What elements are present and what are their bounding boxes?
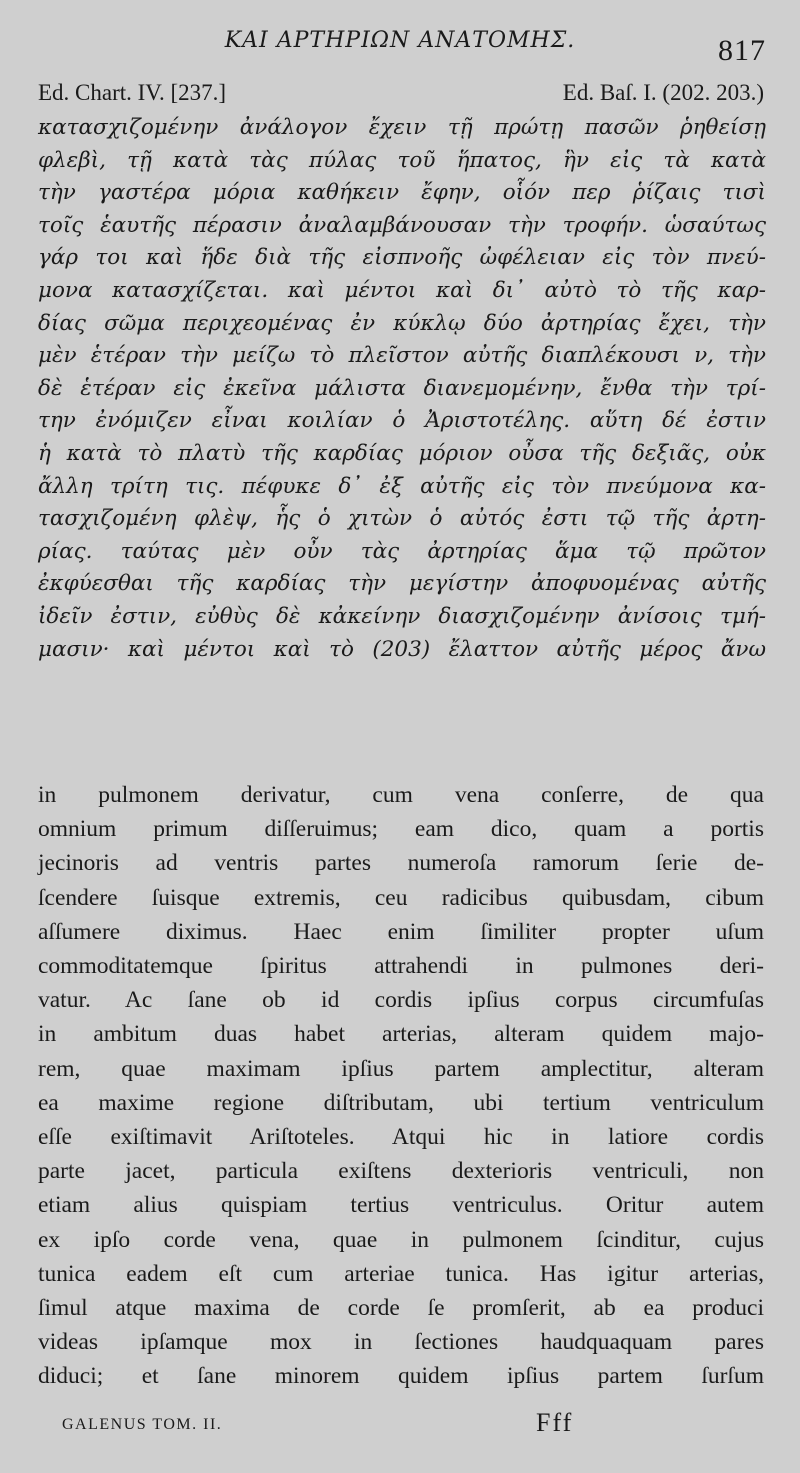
greek-text-line: μασιν· καὶ μέντοι καὶ τὸ (203) ἔλαττον αὐτῆς μέρος ἄνω [38,636,766,662]
edition-reference-right: Ed. Baſ. I. (202. 203.) [562,80,764,105]
latin-text-line: tunica eadem eſt cum arteriae tunica. Has igitur arterias, [38,1260,764,1287]
greek-text-block [38,112,766,666]
latin-text-line: eſſe exiſtimavit Ariſtoteles. Atqui hic in latiore cordis [38,1124,764,1151]
greek-text-line: ἡ κατὰ τὸ πλατὺ τῆς καρδίας μόριον οὖσα τῆς δεξιᾶς, οὐκ [38,440,766,466]
latin-text-line: ſimul atque maxima de corde ſe promſerit, ab ea produci [38,1295,764,1322]
latin-text-line: etiam alius quispiam tertius ventriculus. Oritur autem [38,1192,764,1219]
latin-text-line: jecinoris ad ventris partes numeroſa ramorum ſerie de- [38,850,764,877]
greek-text-line: δὲ ἑτέραν εἰς ἐκεῖνα μάλιστα διανεμομένην, ἔνθα τὴν τρί- [38,375,766,401]
latin-text-line: ea maxime regione diſtributam, ubi tertium ventriculum [38,1089,764,1116]
latin-text-line: vatur. Ac ſane ob id cordis ipſius corpus circumfuſas [38,987,764,1014]
page-number: 817 [718,34,766,67]
edition-reference-left: Ed. Chart. IV. [237.] [38,80,227,105]
latin-text-line: in ambitum duas habet arterias, alteram quidem majo- [38,1021,764,1048]
latin-text-line: diduci; et ſane minorem quidem ipſius partem ſurſum [38,1363,764,1390]
latin-text-line: rem, quae maximam ipſius partem amplectitur, alteram [38,1055,764,1082]
latin-text-line: videas ipſamque mox in ſectiones haudquaquam pares [38,1329,764,1356]
greek-text-line: την ἐνόμιζεν εἶναι κοιλίαν ὁ Ἀριστοτέλης. αὕτη δέ ἐστιν [38,408,766,434]
greek-text-line: κατασχιζομένην ἀνάλογον ἔχειν τῇ πρώτῃ πασῶν ῥηθείσῃ [38,115,766,140]
latin-text-line: ex ipſo corde vena, quae in pulmonem ſcinditur, cujus [38,1226,764,1253]
latin-text-line: omnium primum diſſeruimus; eam dico, quam a portis [38,816,764,843]
greek-text-line: ρίας. ταύτας μὲν οὖν τὰς ἀρτηρίας ἅμα τῷ πρῶτον [38,538,766,564]
footer-volume-label: GALENUS TOM. II. [62,1416,223,1433]
greek-text-line: φλεβὶ, τῇ κατὰ τὰς πύλας τοῦ ἥπατος, ἣν εἰς τὰ κατὰ [38,147,766,173]
latin-text-line: ſcendere ſuisque extremis, ceu radicibus quibusdam, cibum [38,884,764,911]
running-head: ΚΑΙ ΑΡΤΗΡΙΩΝ ΑΝΑΤΟΜΗΣ. [224,28,576,53]
greek-text-line: τὴν γαστέρα μόρια καθήκειν ἔφην, οἷόν περ ῥίζαις τισὶ [38,180,766,206]
latin-text-line: aſſumere diximus. Haec enim ſimiliter propter uſum [38,918,764,945]
greek-text-line: ἰδεῖν ἐστιν, εὐθὺς δὲ κἀκείνην διασχιζομένην ἀνίσοις τμή- [38,603,766,629]
greek-text-line: γάρ τοι καὶ ἥδε διὰ τῆς εἰσπνοῆς ὠφέλειαν εἰς τὸν πνεύ- [38,245,766,271]
greek-text-line: δίας σῶμα περιχεομένας ἐν κύκλῳ δύο ἀρτηρίας ἔχει, τὴν [38,310,766,336]
latin-text-line: commoditatemque ſpiritus attrahendi in pulmones deri- [38,953,764,980]
greek-text-line: ἄλλη τρίτη τις. πέφυκε δ᾽ ἐξ αὐτῆς εἰς τὸν πνεύμονα κα- [38,473,766,499]
latin-text-line: in pulmonem derivatur, cum vena conſerre, de qua [38,782,764,808]
greek-text-line: ἐκφύεσθαι τῆς καρδίας τὴν μεγίστην ἀποφυομένας αὐτῆς [38,571,766,597]
greek-text-line: τασχιζομένη φλὲψ, ἧς ὁ χιτὼν ὁ αὐτός ἐστι τῷ τῆς ἀρτη- [38,506,766,532]
greek-text-line: τοῖς ἑαυτῆς πέρασιν ἀναλαμβάνουσαν τὴν τροφήν. ὡσαύτως [38,212,766,238]
latin-text-block [38,778,764,1394]
greek-text-line: μονα κατασχίζεται. καὶ μέντοι καὶ δι᾽ αὐτὸ τὸ τῆς καρ- [38,277,766,303]
greek-text-line: μὲν ἑτέραν τὴν μείζω τὸ πλεῖστον αὐτῆς διαπλέκουσι ν, τὴν [38,343,766,369]
latin-text-line: parte jacet, particula exiſtens dexterioris ventriculi, non [38,1158,764,1185]
signature-mark: Fff [536,1408,574,1437]
